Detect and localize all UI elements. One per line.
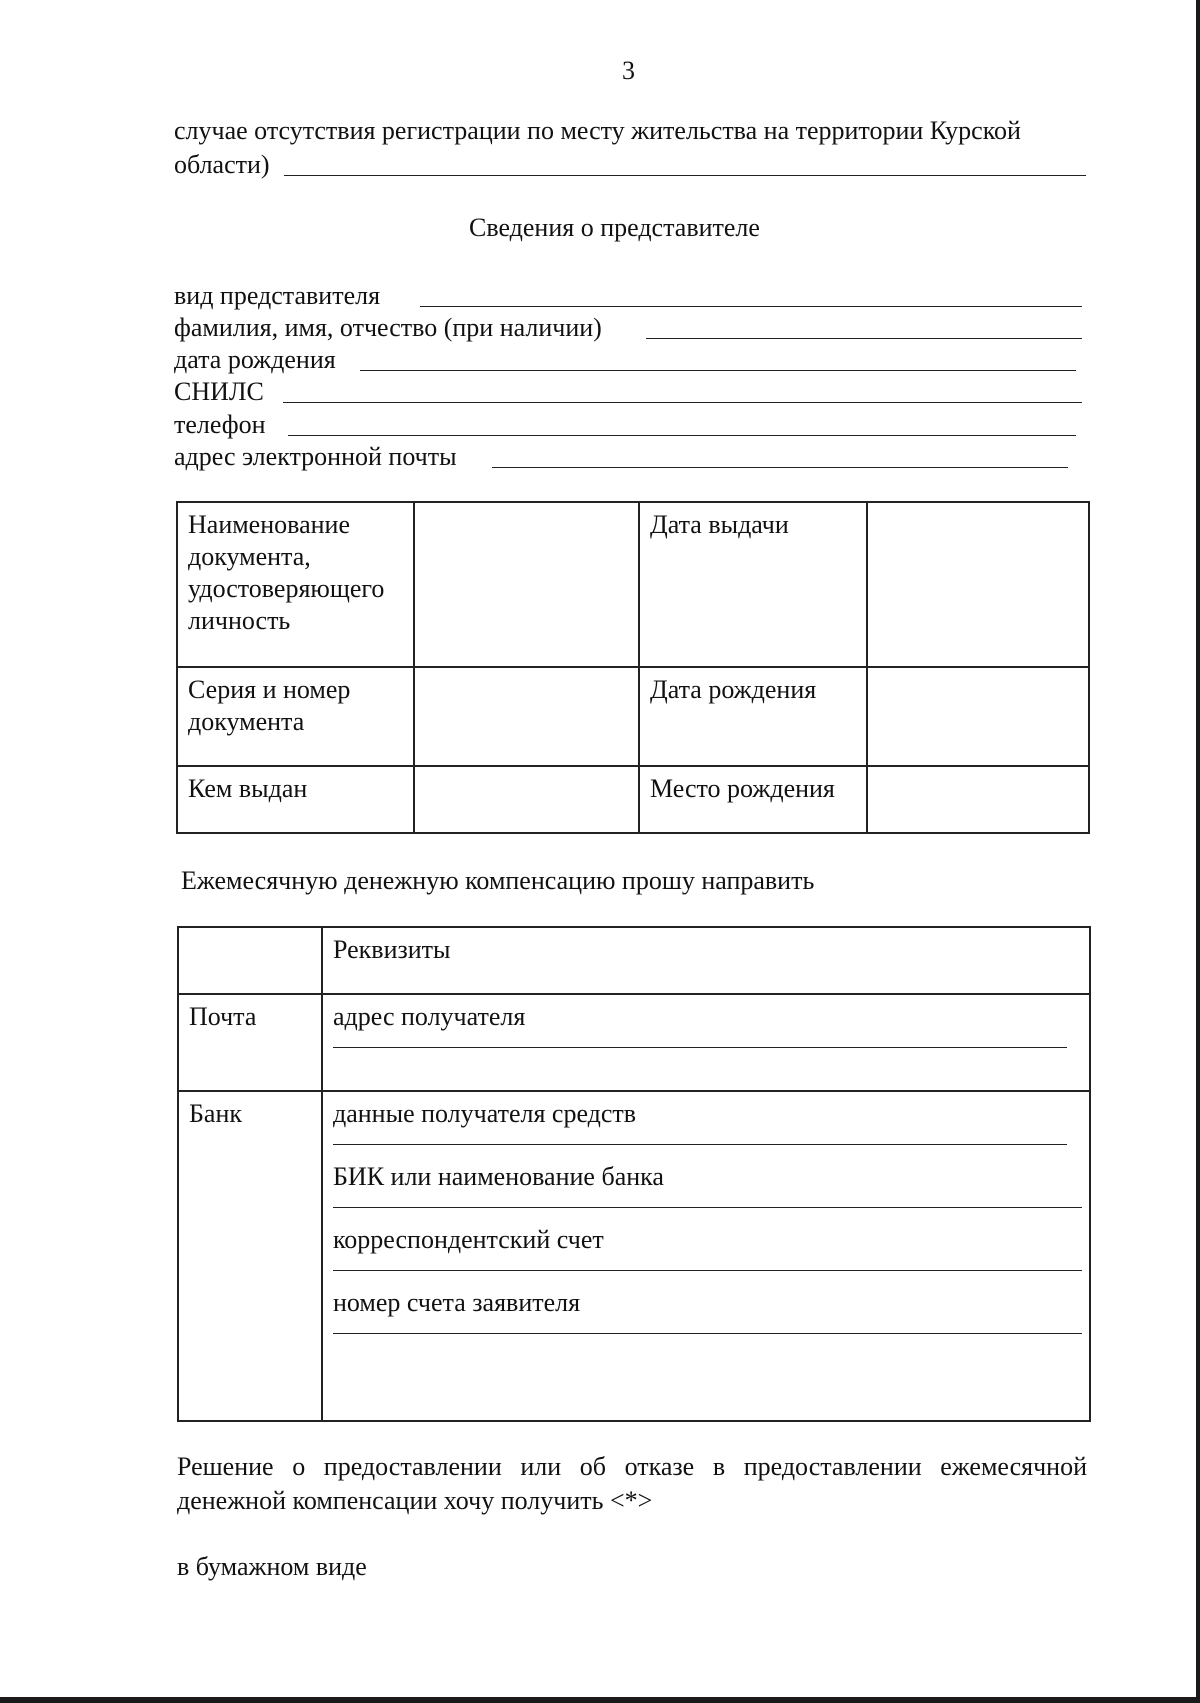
recipient-address-label: адрес получателя xyxy=(333,1002,526,1031)
table-row xyxy=(177,502,1089,667)
payment-intro: Ежемесячную денежную компенсацию прошу направить xyxy=(181,866,815,895)
recipient-data-label: данные получателя средств xyxy=(333,1099,637,1128)
decision-line-1: Решение о предоставлении или об отказе в предоставлении ежемесячной xyxy=(177,1452,1087,1481)
requisites-header: Реквизиты xyxy=(333,935,451,964)
series-number-label: Серия и номер документа xyxy=(188,675,351,736)
table-row xyxy=(178,994,1090,1091)
correspondent-account-line xyxy=(333,1270,1082,1271)
representative-heading: Сведения о представителе xyxy=(469,213,760,242)
birth-place-value-cell[interactable] xyxy=(867,766,1089,833)
recipient-data-line xyxy=(333,1144,1067,1145)
correspondent-account-field[interactable] xyxy=(323,1218,1089,1281)
document-name-value-cell[interactable] xyxy=(414,502,639,667)
issued-by-label: Кем выдан xyxy=(188,774,308,803)
series-number-value-cell[interactable] xyxy=(414,667,639,766)
table-row xyxy=(177,667,1089,766)
recipient-data-field[interactable] xyxy=(323,1092,1089,1155)
paper-form-option[interactable]: в бумажном виде xyxy=(177,1552,367,1581)
field-phone-line[interactable] xyxy=(288,435,1076,436)
issue-date-label: Дата выдачи xyxy=(650,510,789,539)
field-snils-label: СНИЛС xyxy=(174,377,264,406)
table-row xyxy=(178,927,1090,994)
document-name-label: Наименование документа, удостоверяющего личность xyxy=(188,510,385,635)
field-representative-type-line[interactable] xyxy=(420,306,1082,307)
field-phone-label: телефон xyxy=(174,410,266,439)
bik-bank-field[interactable] xyxy=(323,1155,1089,1218)
table-birth-date-label: Дата рождения xyxy=(650,675,817,704)
field-birth-date-line[interactable] xyxy=(360,370,1076,371)
bik-bank-line xyxy=(333,1207,1082,1208)
table-row xyxy=(177,766,1089,833)
decision-line-2: денежной компенсации хочу получить <*> xyxy=(177,1486,653,1515)
intro-blank-line xyxy=(284,175,1086,176)
field-full-name-label: фамилия, имя, отчество (при наличии) xyxy=(174,313,602,342)
field-snils-line[interactable] xyxy=(283,402,1082,403)
correspondent-account-label: корреспондентский счет xyxy=(333,1225,604,1254)
bik-bank-label: БИК или наименование банка xyxy=(333,1162,664,1191)
payment-details-table xyxy=(177,926,1091,1422)
birth-place-label: Место рождения xyxy=(650,774,835,803)
field-email-label: адрес электронной почты xyxy=(174,442,457,471)
applicant-account-field[interactable] xyxy=(323,1281,1089,1344)
applicant-account-label: номер счета заявителя xyxy=(333,1288,581,1317)
recipient-address-field[interactable] xyxy=(323,995,1089,1058)
intro-line-1: случае отсутствия регистрации по месту жительства на территории Курской xyxy=(174,116,1021,145)
intro-line-2: области) xyxy=(174,150,270,179)
issue-date-value-cell[interactable] xyxy=(867,502,1089,667)
post-label: Почта xyxy=(189,1002,257,1031)
scan-border-bottom xyxy=(0,1697,1200,1703)
bank-label: Банк xyxy=(189,1099,243,1128)
page-number: 3 xyxy=(622,56,635,85)
applicant-account-line xyxy=(333,1333,1082,1334)
scan-border-right xyxy=(1196,0,1200,1703)
field-birth-date-label: дата рождения xyxy=(174,345,336,374)
identity-document-table xyxy=(176,501,1090,834)
table-row xyxy=(178,1091,1090,1421)
recipient-address-line xyxy=(333,1047,1067,1048)
field-full-name-line[interactable] xyxy=(646,338,1082,339)
field-email-line[interactable] xyxy=(492,467,1068,468)
field-representative-type-label: вид представителя xyxy=(174,281,381,310)
issued-by-value-cell[interactable] xyxy=(414,766,639,833)
table-birth-date-value-cell[interactable] xyxy=(867,667,1089,766)
